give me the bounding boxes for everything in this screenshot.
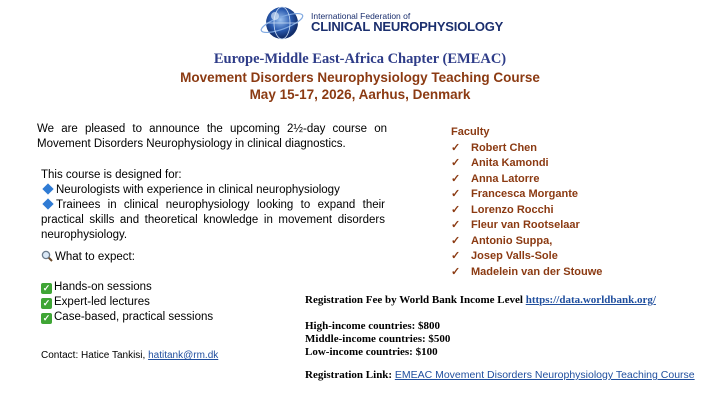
faculty-member <box>451 249 602 265</box>
magnifier-icon <box>41 250 53 262</box>
faculty-member <box>451 234 602 250</box>
checkmark-icon: ✓ <box>451 172 461 185</box>
registration-fee-heading: Registration Fee by World Bank Income Level <box>305 294 523 306</box>
ifcn-logo <box>258 2 504 44</box>
chapter-title: Europe-Middle East-Africa Chapter (EMEAC) <box>213 51 507 67</box>
checkmark-icon: ✓ <box>451 219 461 231</box>
fee-item: High-income countries: $800 <box>305 320 441 332</box>
faculty-member <box>451 187 602 203</box>
faculty-member-name: Antonio Suppa, <box>471 234 553 247</box>
expect-heading: What to expect: <box>55 251 135 263</box>
checkmark-icon: ✓ <box>451 265 461 278</box>
faculty-member-name: Josep Valls-Sole <box>471 250 558 262</box>
check-icon: ✓ <box>42 283 51 293</box>
faculty-title: Faculty <box>451 126 490 138</box>
registration-fee-heading-row <box>305 294 656 306</box>
contact-label: Contact: Hatice Tankisi, <box>41 350 146 361</box>
globe-logo-icon <box>258 2 306 44</box>
fee-item: Low-income countries: $100 <box>305 346 438 358</box>
expect-item-text: Expert-led lectures <box>54 296 150 308</box>
worldbank-link[interactable]: https://data.worldbank.org/ <box>525 294 656 306</box>
faculty-member <box>451 156 602 172</box>
diamond-bullet-icon <box>42 184 53 195</box>
check-icon: ✓ <box>42 313 51 323</box>
faculty-member <box>451 172 602 188</box>
registration-course-link[interactable]: EMEAC Movement Disorders Neurophysiology Teaching Course <box>394 369 695 381</box>
expect-item <box>41 310 213 325</box>
expect-heading-row <box>41 250 135 265</box>
faculty-member-name: Lorenzo Rocchi <box>471 203 554 216</box>
faculty-member-name: Madelein van der Stouwe <box>471 265 603 278</box>
contact-line <box>41 350 218 361</box>
faculty-member-name: Francesca Morgante <box>471 188 578 200</box>
registration-link-row <box>305 369 695 381</box>
faculty-member-name: Anita Kamondi <box>471 157 549 169</box>
checkmark-icon: ✓ <box>451 157 461 169</box>
faculty-member <box>451 218 602 234</box>
fee-item: Middle-income countries: $500 <box>305 333 451 345</box>
audience-heading: This course is designed for: <box>41 169 182 181</box>
faculty-member <box>451 265 602 281</box>
audience-item <box>41 198 385 243</box>
expect-list <box>41 280 213 325</box>
contact-email-link[interactable]: hatitank@rm.dk <box>148 350 219 361</box>
checkmark-icon: ✓ <box>451 141 461 154</box>
faculty-list <box>451 125 602 280</box>
audience-item <box>41 183 385 198</box>
diamond-bullet-icon <box>42 199 53 210</box>
faculty-member-name: Anna Latorre <box>471 172 540 185</box>
registration-link-label: Registration Link: <box>305 369 393 381</box>
checkmark-icon: ✓ <box>451 250 461 262</box>
faculty-member-name: Fleur van Rootselaar <box>471 219 580 231</box>
logo-text-line2: CLINICAL NEUROPHYSIOLOGY <box>311 19 504 34</box>
course-title: Movement Disorders Neurophysiology Teaching Course <box>180 70 540 85</box>
fee-list <box>305 320 450 359</box>
expect-item <box>41 295 213 310</box>
course-dates: May 15-17, 2026, Aarhus, Denmark <box>249 87 471 102</box>
audience-item-text: Neurologists with experience in clinical neurophysiology <box>56 184 340 196</box>
checkmark-icon: ✓ <box>451 234 461 247</box>
expect-item-text: Hands-on sessions <box>54 281 152 293</box>
intro-paragraph: We are pleased to announce the upcoming 2½-day course on Movement Disorders Neurophysiology in clinical diagnostics. <box>37 123 387 150</box>
faculty-member <box>451 141 602 157</box>
faculty-member-name: Robert Chen <box>471 141 537 154</box>
checkmark-icon: ✓ <box>451 203 461 216</box>
logo-text-line1: International Federation of <box>311 11 411 21</box>
checkmark-icon: ✓ <box>451 188 461 200</box>
check-icon: ✓ <box>42 298 51 308</box>
expect-item <box>41 280 213 295</box>
faculty-member <box>451 203 602 219</box>
audience-item-text: Trainees in clinical neurophysiology looking to expand their practical skills and theoretical knowledge in movement disorders neurophysiology. <box>41 199 385 241</box>
expect-item-text: Case-based, practical sessions <box>54 311 214 323</box>
audience-section <box>41 168 385 243</box>
